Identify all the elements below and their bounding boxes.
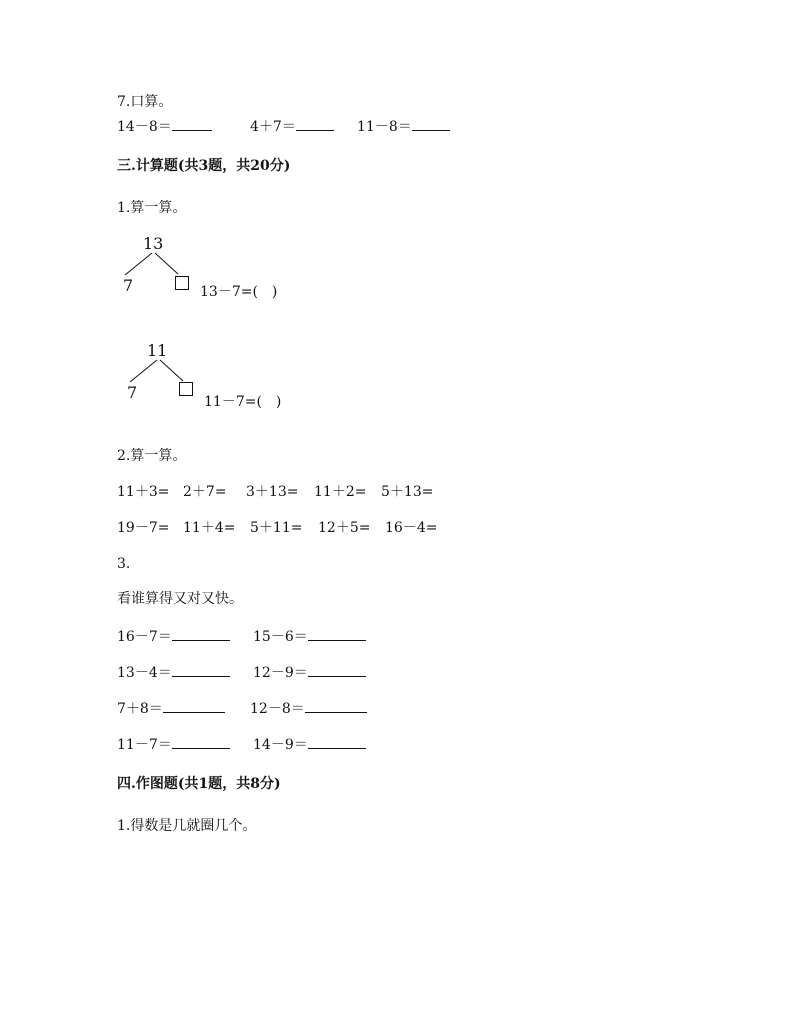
- tree2-equation: 11－7=( ): [204, 394, 282, 410]
- s3-q2-r1-c4: 11＋2=: [314, 484, 367, 500]
- answer-blank[interactable]: [172, 662, 230, 677]
- answer-blank[interactable]: [296, 116, 334, 131]
- s3-q2-r1-c1: 11＋3=: [117, 484, 170, 500]
- expr: 16－7＝: [117, 629, 172, 645]
- s3-q3-r3-left: [117, 698, 225, 718]
- s3-q3-r1-right: [253, 626, 366, 646]
- answer-blank[interactable]: [172, 734, 230, 749]
- section3-heading: 三.计算题(共3题，共20分): [117, 158, 291, 174]
- answer-blank[interactable]: [172, 116, 212, 131]
- s3-q3-r4-left: [117, 734, 230, 754]
- expr: 14－9＝: [253, 737, 308, 753]
- s4-q1-title: 1.得数是几就圈几个。: [117, 818, 257, 834]
- s3-q3-r2-right: [253, 662, 366, 682]
- q7-item-3: [357, 116, 450, 136]
- answer-blank[interactable]: [305, 698, 367, 713]
- expr: 13－4＝: [117, 665, 172, 681]
- q7-item-3-expr: 11－8＝: [357, 119, 412, 135]
- s3-q3-r1-left: [117, 626, 230, 646]
- s3-q3-r3-right: [250, 698, 367, 718]
- answer-blank[interactable]: [308, 734, 366, 749]
- tree1-top-number: 13: [143, 234, 164, 253]
- s3-q3-r4-right: [253, 734, 366, 754]
- s3-q3-instruction: 看谁算得又对又快。: [117, 591, 243, 607]
- expr: 11－7＝: [117, 737, 172, 753]
- s3-q2-r1-c2: 2＋7=: [183, 484, 227, 500]
- q7-item-2-expr: 4＋7＝: [250, 119, 296, 135]
- s3-q1-title: 1.算一算。: [117, 200, 187, 216]
- tree1-equation: 13－7=( ): [200, 284, 278, 300]
- answer-blank[interactable]: [308, 626, 366, 641]
- q7-title: 7.口算。: [117, 94, 173, 110]
- s3-q2-title: 2.算一算。: [117, 448, 187, 464]
- s3-q3-number: 3.: [117, 556, 131, 572]
- s3-q2-r2-c1: 19－7=: [117, 520, 170, 536]
- answer-blank[interactable]: [163, 698, 225, 713]
- answer-blank[interactable]: [172, 626, 230, 641]
- answer-blank[interactable]: [412, 116, 450, 131]
- expr: 12－9＝: [253, 665, 308, 681]
- tree2-answer-box[interactable]: [179, 382, 193, 396]
- s3-q2-r1-c5: 5＋13=: [381, 484, 434, 500]
- expr: 7＋8＝: [117, 701, 163, 717]
- expr: 12－8＝: [250, 701, 305, 717]
- s3-q2-r2-c3: 5＋11=: [250, 520, 303, 536]
- s3-q3-r2-left: [117, 662, 230, 682]
- tree1-left-number: 7: [123, 276, 134, 295]
- section4-heading: 四.作图题(共1题，共8分): [117, 776, 281, 792]
- answer-blank[interactable]: [308, 662, 366, 677]
- s3-q2-r1-c3: 3＋13=: [246, 484, 299, 500]
- q7-item-1-expr: 14－8＝: [117, 119, 172, 135]
- tree2-left-number: 7: [127, 383, 138, 402]
- s3-q2-r2-c4: 12＋5=: [318, 520, 371, 536]
- q7-item-2: [250, 116, 334, 136]
- tree1-answer-box[interactable]: [175, 276, 189, 290]
- tree2-top-number: 11: [147, 341, 168, 360]
- expr: 15－6＝: [253, 629, 308, 645]
- s3-q2-r2-c2: 11＋4=: [183, 520, 236, 536]
- s3-q2-r2-c5: 16－4=: [385, 520, 438, 536]
- q7-item-1: [117, 116, 212, 136]
